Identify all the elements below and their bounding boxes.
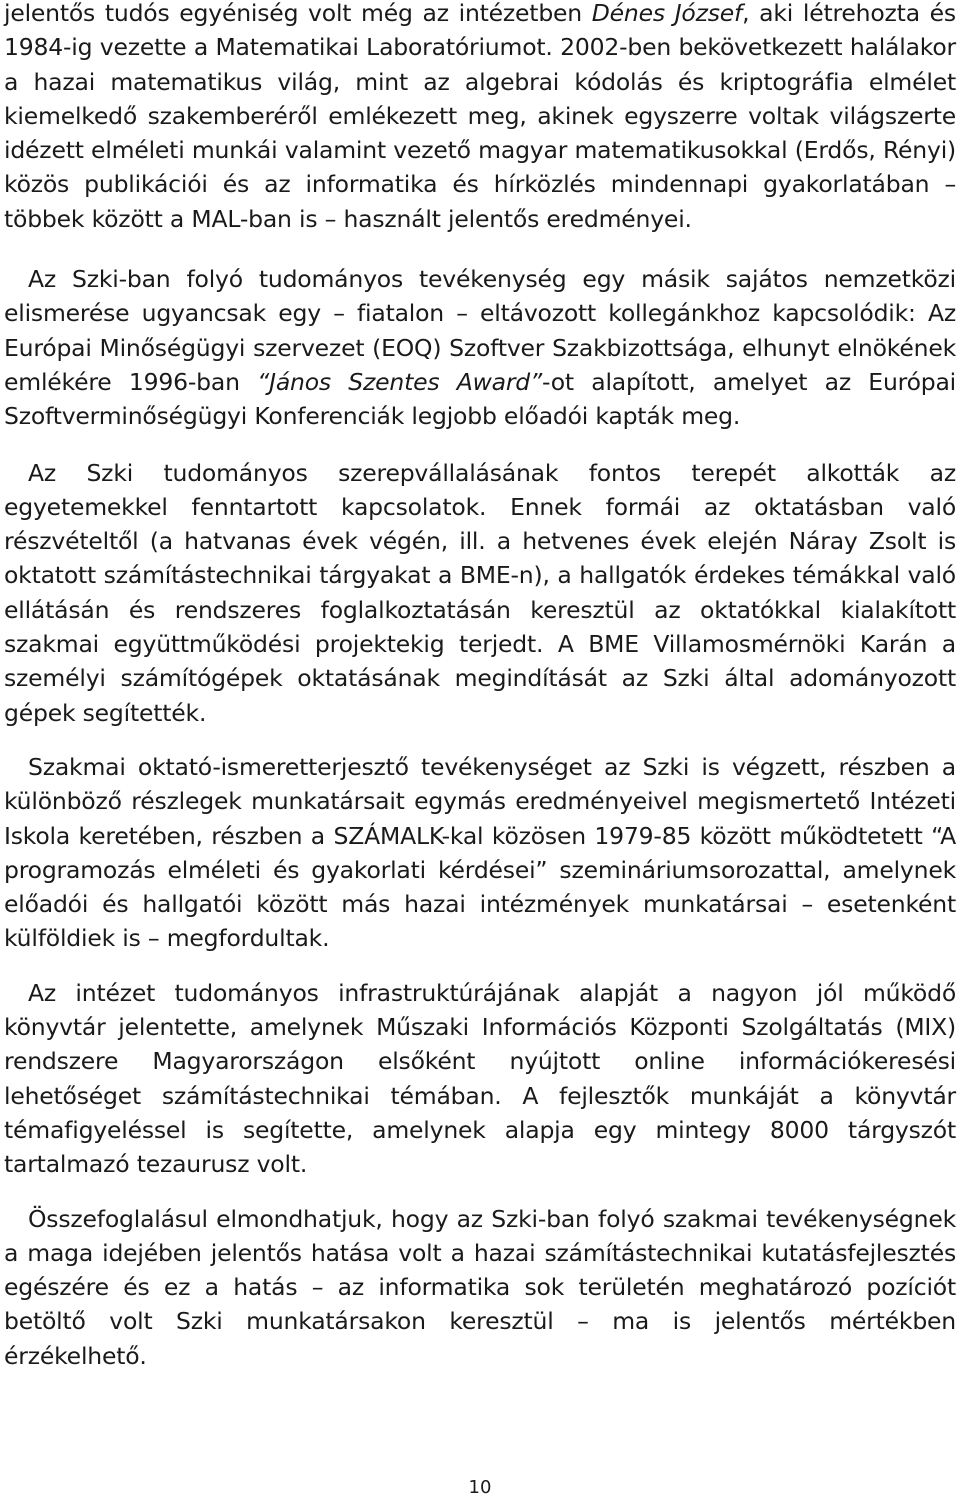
paragraph-library-infrastructure	[4, 976, 956, 1182]
paragraph-denes-jozsef	[4, 0, 956, 236]
paragraph-text: Az Szki tudományos szerepvállalásának fontos terepét alkották az egyetemekkel fenntartott kapcsolatok. Ennek formái az oktatásban való részvételtől (a hatvanas évek végén, ill. a hetvenes évek elején Náray Zsolt is oktatott számítástechnikai tárgyakat a BME-n), a hallgatók érdekes témákkal való ellátásán és rendszeres foglalkoztatásán keresztül az oktatókkal kialakított szakmai együttműködési projektekig terjedt. A BME Villamosmérnöki Karán a személyi számítógépek oktatásának megindítását az Szki által adományozott gépek segítették.	[4, 458, 956, 727]
paragraph-text: -ot alapított, amelyet az Európai Szoftverminőségügyi Konferenciák legjobb előadói kapták meg.	[4, 367, 957, 431]
paragraph-text: jelentős tudós egyéniség volt még az intézetben	[4, 0, 592, 27]
person-name: Dénes József	[591, 0, 743, 27]
paragraph-text: Az intézet tudományos infrastruktúrájának alapját a nagyon jól működő könyvtár jelentette, amelynek Műszaki Információs Központi Szolgáltatás (MIX) rendszere Magyarországon elsőként nyújtott online információkeresési lehetőséget számítástechnikai témában. A fejlesztők munkáját a könyvtár témafigyeléssel is segítette, amelynek alapja egy mintegy 8000 tárgyszót tartalmazó tezaurusz volt.	[4, 978, 956, 1179]
document-page	[4, 0, 956, 1373]
paragraph-education-activity	[4, 750, 956, 956]
paragraph-university-relations	[4, 456, 956, 730]
paragraph-janos-szentes-award	[4, 262, 956, 433]
paragraph-text: Szakmai oktató-ismeretterjesztő tevékenységet az Szki is végzett, részben a különböző részlegek munkatársait egymás eredményeivel megismertető Intézeti Iskola keretében, részben a SZÁMALK-kal közösen 1979-85 között működtetett “A programozás elméleti és gyakorlati kérdései” szemináriumsorozattal, amelynek előadói és hallgatói között más hazai intézmények munkatársai – esetenként külföldiek is – megfordultak.	[4, 752, 956, 953]
paragraph-text: Az Szki-ban folyó tudományos tevékenység egy másik sajátos nemzetközi elismerése ugyancsak egy – fiatalon – eltávozott kollegánkhoz kapcsolódik: Az Európai Minőségügyi szervezet (EOQ) Szoftver Szakbizottsága, elhunyt elnökének emlékére 1996-ban	[4, 265, 956, 396]
award-name: “János Szentes Award”	[257, 367, 542, 396]
paragraph-text: , aki létrehozta és 1984-ig vezette a Matematikai Laboratóriumot. 2002-ben bekövetkezett halálakor a hazai matematikus világ, mint az algebrai kódolás és kriptográfia elmélet kiemelkedő szakemberéről emlékezett meg, akinek egyszerre voltak világszerte idézett elméleti munkái valamint vezető magyar matematikusokkal (Erdős, Rényi) közös publikációi és az informatika és hírközlés mindennapi gyakorlatában – többek között a MAL-ban is – használt jelentős eredményei.	[4, 0, 956, 233]
page-number: 10	[468, 1477, 492, 1498]
paragraph-text: Összefoglalásul elmondhatjuk, hogy az Szki-ban folyó szakmai tevékenységnek a maga idejében jelentős hatása volt a hazai számítástechnikai kutatásfejlesztés egészére és ez a hatás – az informatika sok területén meghatározó pozíciót betöltő volt Szki munkatársakon keresztül – ma is jelentős mértékben érzékelhető.	[4, 1204, 956, 1370]
paragraph-summary	[4, 1202, 956, 1373]
